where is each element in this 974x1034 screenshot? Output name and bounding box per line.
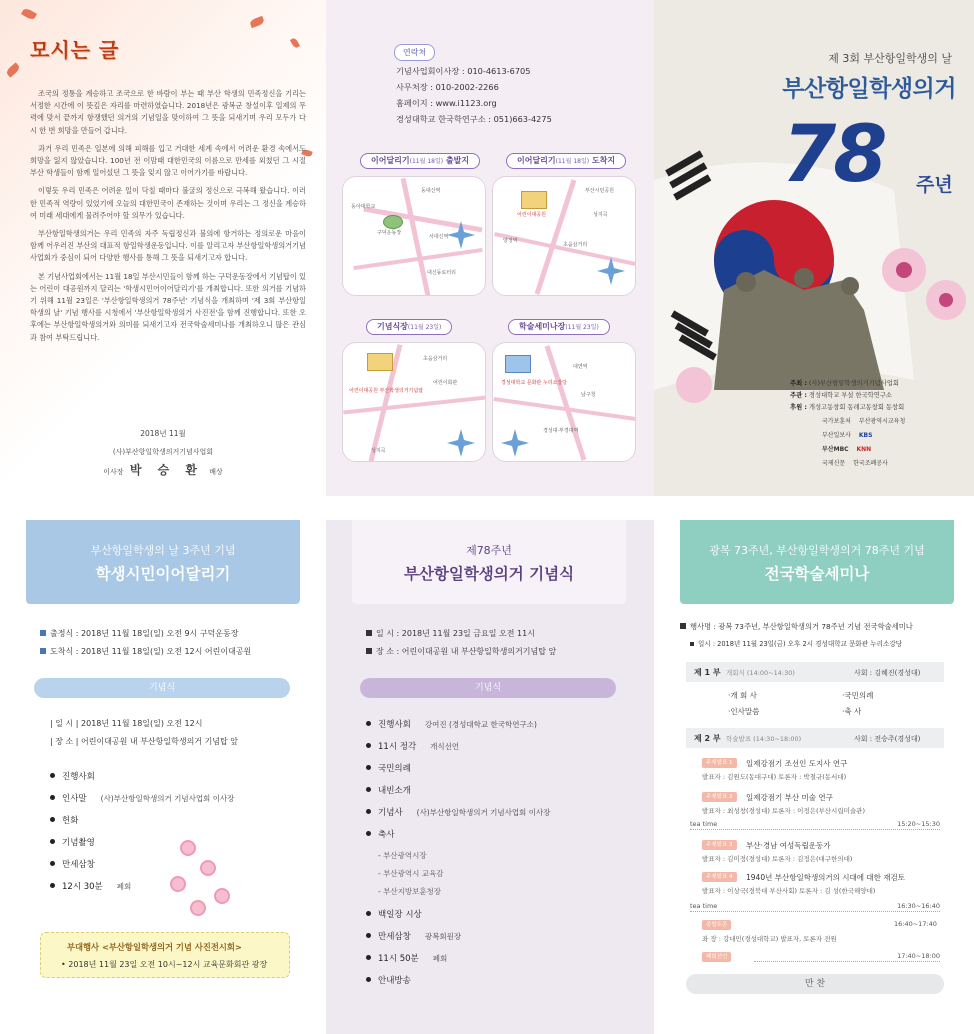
banner-line2: 전국학술세미나 — [764, 565, 870, 583]
part1-item: ·개 회 사 — [728, 691, 757, 700]
map-title: 기념식장(11월 23일) — [366, 319, 452, 335]
seminar-panel — [654, 520, 974, 1034]
letter-paragraph: 본 기념사업회에서는 11월 18일 부산시민들이 함께 하는 구덕운동장에서 기념탑이 있는 어린이 대공원까지 달리는 '학생시민어이어달리기'를 개최합니다. 또한 의거를 기념하기 위해 11월 23일은 '부산항일학생의거 78주년' 기념식을 개최하며 '제 3회 부산항일학생의 날' 기념 행사를 시청에서 '부산항일학생의거 사진전'을 함께 진행합니다. 또한 오후에는 부산항일학생의거와 의미를 되새기고자 전국학술세미나를 개최하오니 많은 관심과 참여 부탁드립니다. — [30, 271, 306, 342]
presentation-title: 1940년 부산항일학생의거의 시대에 대한 재검토 — [746, 873, 906, 882]
program-item: 안내방송 — [366, 974, 425, 986]
stadium-icon — [383, 215, 403, 229]
map-label: 어린이대공원 부산학생의거기념탑 — [349, 388, 424, 394]
map-label: 부산시민공원 — [585, 188, 614, 194]
ceremony-date: 일 시 : 2018년 11월 23일 금요일 오전 11시 — [366, 628, 535, 639]
flower-decoration — [214, 888, 230, 904]
map-label: 구덕운동장 — [377, 230, 402, 236]
program-item: 내빈소개 — [366, 784, 425, 796]
map-label: 초읍삼거리 — [563, 242, 588, 248]
ceremony-banner — [352, 520, 626, 604]
program-item: 11시 정각 개식선언 — [366, 740, 459, 752]
cover-anniversary: 주년 — [916, 174, 953, 196]
letter-date: 2018년 11월 — [140, 429, 186, 438]
letter-paragraph: 이렇듯 우리 민족은 어려운 일이 닥칠 때마다 불굴의 정신으로 극복해 왔습니다. 이러한 민족적 역량이 있었기에 오늘의 대한민국이 존재하는 것이며 우리는 그 정신을 계승하여 미래 세대에게 물려주어야 할 의무가 있습니다. — [30, 186, 306, 220]
presentation-title: 일제강점기 조선인 도지사 연구 — [746, 759, 848, 768]
sign-role: 이사장 — [103, 468, 124, 476]
cover-title: 부산항일학생의거 — [782, 76, 956, 102]
sponsor-logo: 부산광역시교육청 — [858, 418, 906, 425]
compass-icon — [447, 221, 475, 249]
map-card — [492, 176, 636, 296]
side-event-title: 부대행사 <부산항일학생의거 기념 사진전시회> — [67, 942, 242, 952]
program-item: 인사말 (사)부산항일학생의거 기념사업회 이사장 — [50, 792, 234, 804]
sponsor-logo: 부산일보사 — [822, 432, 851, 439]
building-icon — [367, 353, 393, 371]
cover-organizer: 주관 : 경성대학교 부설 한국학연구소 — [790, 392, 892, 399]
letter-org: (사)부산항일학생의거기념사업회 — [112, 448, 214, 456]
closing-tag: 폐회선언 — [702, 952, 731, 962]
run-date: | 일 시 | 2018년 11월 18일(일) 오전 12시 — [50, 719, 203, 728]
program-item: 11시 50분 폐회 — [366, 952, 447, 964]
sub-item: - 부산광역시장 — [378, 851, 427, 860]
map-label: 남구청 — [581, 392, 596, 398]
petal-decoration — [249, 16, 265, 28]
program-item: 진행사회 — [50, 770, 109, 782]
logo-row — [822, 458, 894, 467]
letter-body — [30, 88, 306, 350]
part1-item: ·국민의례 — [842, 691, 874, 700]
seminar-banner — [680, 520, 954, 604]
cover-panel — [654, 0, 974, 496]
sub-item: - 부산지방보훈청장 — [378, 887, 442, 896]
program-item: 만세삼창 광복회원장 — [366, 930, 461, 942]
compass-icon — [501, 429, 529, 457]
map-label: 성지곡 — [593, 212, 608, 218]
map-label: 동아대학교 — [351, 204, 376, 210]
banner-line1: 제78주년 — [466, 544, 512, 557]
flower-decoration — [190, 900, 206, 916]
flower-decoration — [180, 840, 196, 856]
program-item: 만세삼창 — [50, 858, 109, 870]
program-item: 국민의례 — [366, 762, 425, 774]
sponsor-logo: 한국조폐공사 — [853, 460, 888, 467]
map-label: 양정역 — [503, 238, 518, 244]
letter-paragraph: 조국의 정통을 계승하고 조국으로 한 바람이 부는 때 부산 학생의 민족정신을 기리는 서정한 시간에 이 뜻깊은 자리를 마련하였습니다. 2018년은 광복군 창설이후 일제의 무력에 맞서 끝까지 항쟁했던 의거의 기념일을 맞이하여 그 뜻을 되새기며 우리 모두가 다시 한 번 희망을 만들어 갑니다. — [30, 89, 306, 135]
contact-line: 기념사업회이사장 : 010-4613-6705 — [396, 66, 531, 76]
map-card — [342, 176, 486, 296]
banner-line1: 광복 73주년, 부산항일학생의거 78주년 기념 — [709, 544, 925, 557]
presentation-people: 발표자 : 김미정(경성대) 토론자 : 김정은(대구한의대) — [702, 855, 853, 863]
ceremony-pill: 기념식 — [34, 678, 290, 698]
map-label: 초읍삼거리 — [423, 356, 448, 362]
dinner-pill: 만 찬 — [686, 974, 944, 994]
cover-sponsor: 후원 : 개성고동창회 동래고동창회 동창회 — [790, 404, 905, 411]
map-label: 대연역 — [573, 364, 588, 370]
presentation-title: 일제강점기 부산 미술 연구 — [746, 793, 833, 802]
logo-row — [822, 444, 877, 453]
program-item: 축사 — [366, 828, 408, 840]
flower-decoration — [200, 860, 216, 876]
building-icon — [521, 191, 547, 209]
ceremony-pill: 기념식 — [360, 678, 616, 698]
relay-panel — [0, 520, 326, 1034]
map-label: 성지곡 — [371, 448, 386, 454]
contact-line: 사무처장 : 010-2002-2266 — [396, 82, 499, 92]
program-item: 진행사회 강여진 (경성대학교 한국학연구소) — [366, 718, 537, 730]
contact-label: 연락처 — [394, 44, 435, 61]
map-title: 이어달리기(11월 18일) 출발지 — [360, 153, 480, 169]
ceremony-panel — [326, 520, 654, 1034]
building-icon — [505, 355, 531, 373]
sponsor-logo: KNN — [856, 446, 872, 453]
map-card — [492, 342, 636, 462]
run-place: | 장 소 | 어린이대공원 내 부산항일학생의거 기념탑 앞 — [50, 737, 239, 746]
map-label: 어린이회관 — [433, 380, 458, 386]
tea-time-row: tea time 16:30~16:40 — [690, 902, 940, 910]
seminar-when: 일시 : 2018년 11월 23일(금) 오후 2시 경성대학교 문화관 누리소강당 — [690, 638, 902, 648]
general-discussion: 좌 장 : 강대민(경성대학교) 발표자, 토론자 전원 — [702, 935, 837, 943]
map-label: 서대신역 — [429, 234, 449, 240]
sponsor-logo: 국가보훈처 — [822, 418, 851, 425]
part1-item: ·인사말씀 — [728, 707, 760, 716]
banner-line2: 학생시민이어달리기 — [95, 565, 231, 583]
ceremony-place: 장 소 : 어린이대공원 내 부산항일학생의거기념탑 앞 — [366, 646, 556, 657]
flower-decoration — [170, 876, 186, 892]
side-event-box — [40, 932, 290, 978]
part2-header: 제 2 부 학술발표 (14:30~18:00) 사회 : 전승주(경성대) — [686, 728, 944, 748]
cover-number: 78 — [782, 110, 885, 200]
presentation-tag: 주제발표 2 — [702, 792, 737, 802]
logo-row — [822, 430, 878, 439]
part1-item: ·축 사 — [842, 707, 862, 716]
letter-paragraph: 부산항일학생의거는 우리 민족의 자주 독립정신과 불의에 항거하는 정의로운 마음이 함께 어우러진 부산의 대표적 항일학생운동입니다. 이를 알리고자 부산항일학생의거기념사업회가 중심이 되어 다양한 행사를 통해 그 뜻을 되새기고자 합니다. — [30, 229, 306, 263]
program-item: 12시 30분 폐회 — [50, 880, 131, 892]
compass-icon — [597, 257, 625, 285]
map-title: 이어달리기(11월 18일) 도착지 — [506, 153, 626, 169]
contact-map-panel — [326, 0, 654, 496]
cover-subtitle: 제 3회 부산항일학생의 날 — [828, 52, 952, 65]
general-discussion-tag: 종합토론 — [702, 920, 731, 930]
banner-line2: 부산항일학생의거 기념식 — [403, 565, 575, 583]
map-label: 동대신역 — [421, 188, 441, 194]
relay-finish: 도착식 : 2018년 11월 18일(일) 오전 12시 어린이대공원 — [40, 646, 251, 657]
map-label: 대신동로터리 — [427, 270, 456, 276]
letter-signature — [0, 461, 326, 478]
program-item: 백일장 시상 — [366, 908, 436, 920]
compass-icon — [447, 429, 475, 457]
relay-start: 출정식 : 2018년 11월 18일(일) 오전 9시 구덕운동장 — [40, 628, 238, 639]
letter-title: 모시는 글 — [30, 38, 120, 62]
relay-banner — [26, 520, 300, 604]
general-discussion-time: 16:40~17:40 — [894, 920, 937, 928]
program-item: 기념사 (사)부산항일학생의거 기념사업회 이사장 — [366, 806, 550, 818]
sponsor-logo: 부산MBC — [822, 446, 849, 453]
map-label: 경성대·부경대역 — [543, 428, 579, 434]
contact-line: 경성대학교 한국학연구소 : 051)663-4275 — [396, 114, 552, 124]
side-event-line: • 2018년 11월 23일 오전 10시~12시 교육문화회관 광장 — [61, 960, 268, 969]
petal-decoration — [21, 7, 37, 21]
logo-row — [822, 416, 911, 425]
petal-decoration — [290, 37, 300, 49]
map-label: 어린이대공원 — [517, 212, 546, 218]
program-item: 기념촬영 — [50, 836, 109, 848]
sign-suffix: 배상 — [209, 468, 223, 476]
map-card — [342, 342, 486, 462]
part1-header: 제 1 부 개회식 (14:00~14:30) 사회 : 김혜진(경성대) — [686, 662, 944, 682]
presentation-title: 부산·경남 여성독립운동가 — [746, 841, 831, 850]
cover-host: 주최 : (사)부산항일학생의거기념사업회 — [790, 380, 899, 387]
seminar-event: 행사명 : 광복 73주년, 부산항일학생의거 78주년 기념 전국학술세미나 — [680, 622, 913, 632]
banner-line1: 부산항일학생의 날 3주년 기념 — [90, 544, 236, 557]
presentation-people: 발표자 : 김원도(동대구대) 토론자 : 박철규(동서대) — [702, 773, 847, 781]
contact-line: 홈페이지 : www.i1123.org — [396, 98, 497, 108]
tea-time-row: tea time 15:20~15:30 — [690, 820, 940, 828]
sign-name: 박 승 환 — [129, 463, 203, 477]
presentation-tag: 주제발표 3 — [702, 840, 737, 850]
petal-decoration — [5, 62, 21, 77]
letter-panel — [0, 0, 326, 496]
letter-paragraph: 과거 우리 민족은 일본에 의해 피해를 입고 거대한 세계 속에서 어려운 환경 속에서도 희망을 잃지 않았습니다. 100년 전 이맘때 대한민국의 이름으로 만세를 외쳤던 그 시절 부산 학생들이 함께 일어섰던 그 뜻을 잊지 않고 이어가기를 바랍니다. — [30, 143, 306, 178]
sponsor-logo: KBS — [858, 432, 873, 439]
sponsor-logo: 국제신문 — [822, 460, 846, 467]
presentation-tag: 주제발표 1 — [702, 758, 737, 768]
program-item: 헌화 — [50, 814, 92, 826]
map-title: 학술세미나장(11월 23일) — [508, 319, 610, 335]
map-label: 경성대학교 문화관 누리소강당 — [501, 380, 567, 386]
presentation-people: 발표자 : 이상국(경북대 부산사회) 토론자 : 김 성(한국해양대) — [702, 887, 876, 895]
closing-row: 17:40~18:00 — [754, 952, 940, 962]
sub-item: - 부산광역시 교육감 — [378, 869, 444, 878]
presentation-tag: 주제발표 4 — [702, 872, 737, 882]
presentation-people: 발표자 : 최성창(경성대) 토론자 : 이정은(부산시립미술관) — [702, 807, 865, 815]
